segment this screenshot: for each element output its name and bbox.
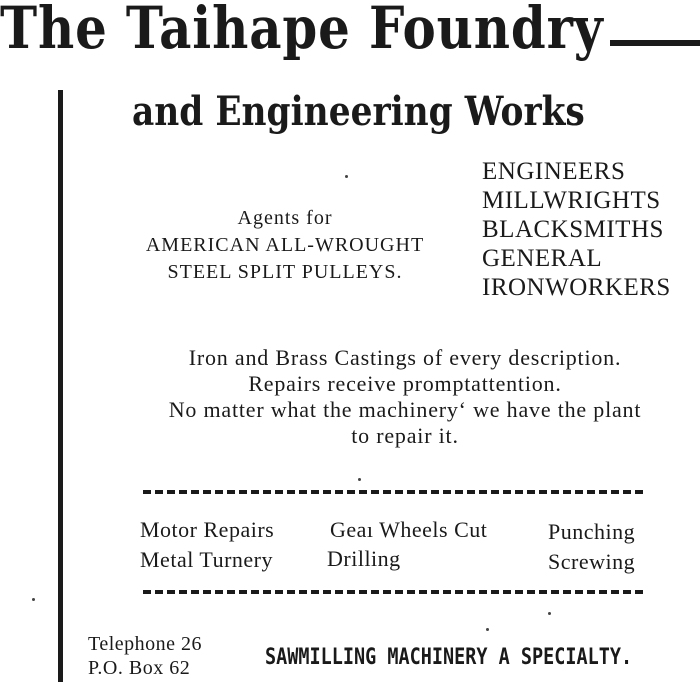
service-drilling: Drilling (327, 546, 401, 571)
page-subtitle: and Engineering Works (132, 88, 585, 135)
print-speck (548, 612, 551, 615)
dotted-rule-bottom (143, 590, 643, 594)
castings-paragraph (95, 345, 700, 449)
page-title: The Taihape Foundry (0, 0, 604, 62)
dotted-rule-top (143, 490, 643, 494)
trade-item: ENGINEERS (482, 158, 626, 185)
agents-line: Agents for (237, 207, 333, 229)
service-screwing: Screwing (548, 549, 636, 574)
service-punching: Punching (548, 519, 636, 544)
trade-item: GENERAL (482, 245, 603, 272)
trade-item: IRONWORKERS (482, 274, 671, 301)
trade-item: BLACKSMITHS (482, 216, 664, 243)
castings-line: Iron and Brass Castings of every description. (188, 345, 622, 370)
castings-line: No matter what the machineryʻ we have the plant (168, 397, 642, 422)
service-metal-turnery: Metal Turnery (140, 547, 273, 572)
trade-item: MILLWRIGHTS (482, 187, 661, 214)
service-gear-wheels-cut: Geaı Wheels Cut (330, 517, 488, 542)
contact-block (88, 632, 202, 680)
slogan: SAWMILLING MACHINERY A SPECIALTY. (265, 645, 633, 670)
agents-line: STEEL SPLIT PULLEYS. (167, 261, 403, 283)
service-motor-repairs: Motor Repairs (140, 517, 275, 542)
print-speck (32, 598, 35, 601)
po-box: P.O. Box 62 (88, 657, 191, 679)
castings-line: to repair it. (351, 423, 459, 448)
castings-line: Repairs receive promptattention. (248, 371, 562, 396)
telephone-number: Telephone 26 (88, 633, 203, 655)
trades-list (482, 157, 671, 302)
print-speck (358, 478, 361, 481)
agents-block (110, 205, 460, 286)
left-vertical-rule (58, 90, 63, 682)
print-speck (486, 628, 489, 631)
title-dash (610, 40, 700, 46)
print-speck (345, 175, 348, 178)
agents-line: AMERICAN ALL-WROUGHT (145, 234, 425, 256)
